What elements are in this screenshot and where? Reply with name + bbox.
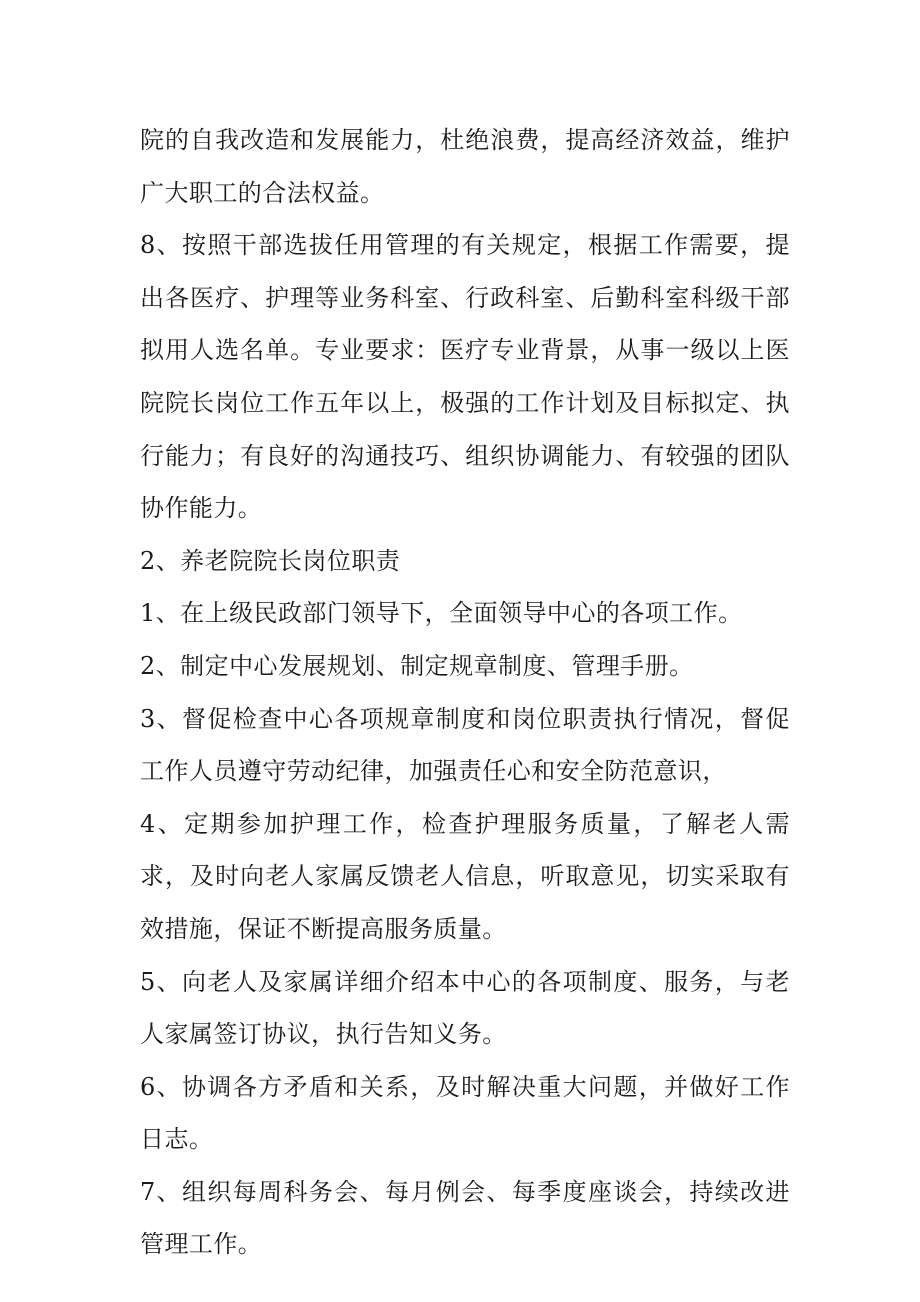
paragraph-item-3: 3、督促检查中心各项规章制度和岗位职责执行情况，督促工作人员遵守劳动纪律，加强责任心和安全防范意识， [140, 704, 790, 786]
section-heading: 2、养老院院长岗位职责 [140, 546, 401, 575]
paragraph-item-8: 8、按照干部选拔任用管理的有关规定，根据工作需要，提出各医疗、护理等业务科室、行政科室、后勤科室科级干部拟用人选名单。专业要求：医疗专业背景，从事一级以上医院院长岗位工作五年以上，极强的工作计划及目标拟定、执行能力；有良好的沟通技巧、组织协调能力、有较强的团队协作能力。 [140, 231, 790, 523]
paragraph-continuation: 院的自我改造和发展能力，杜绝浪费，提高经济效益，维护广大职工的合法权益。 [140, 126, 790, 207]
paragraph-item-2: 2、制定中心发展规划、制定规章制度、管理手册。 [140, 651, 694, 680]
document-body [140, 114, 790, 1271]
paragraph-item-7: 7、组织每周科务会、每月例会、每季度座谈会，持续改进管理工作。 [140, 1177, 790, 1259]
paragraph-item-1: 1、在上级民政部门领导下，全面领导中心的各项工作。 [140, 599, 743, 628]
paragraph-item-5: 5、向老人及家属详细介绍本中心的各项制度、服务，与老人家属签订协议，执行告知义务。 [140, 967, 790, 1049]
paragraph-item-4: 4、定期参加护理工作，检查护理服务质量，了解老人需求，及时向老人家属反馈老人信息，听取意见，切实采取有效措施，保证不断提高服务质量。 [140, 809, 790, 943]
paragraph-item-6: 6、协调各方矛盾和关系，及时解决重大问题，并做好工作日志。 [140, 1072, 790, 1154]
